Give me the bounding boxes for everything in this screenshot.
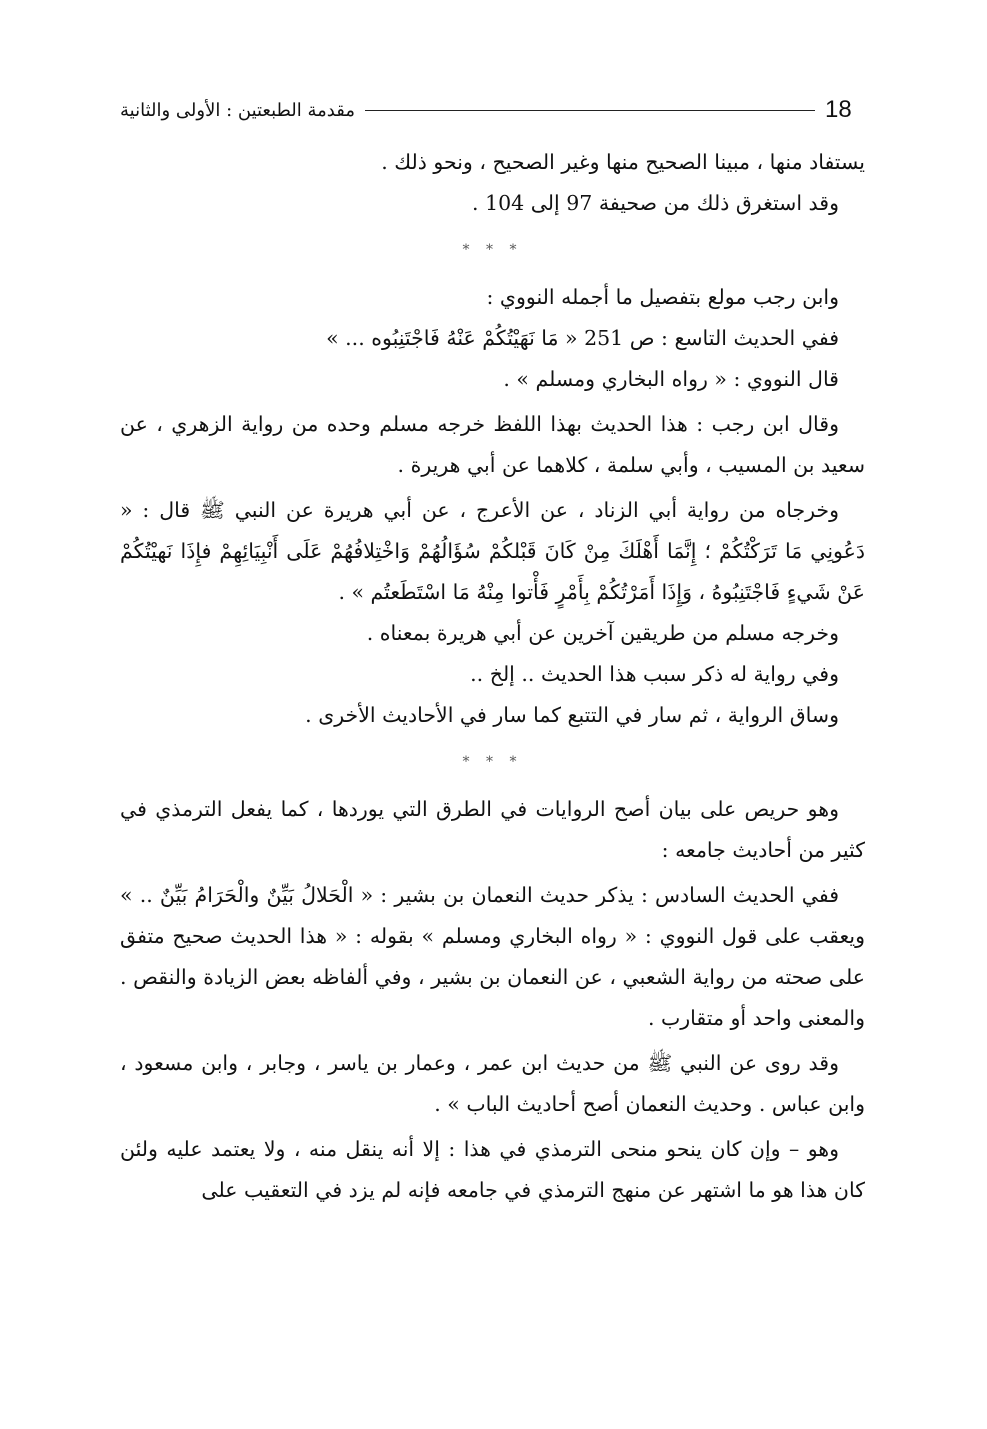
paragraph: وخرجه مسلم من طريقين آخرين عن أبي هريرة بمعناه . (366, 621, 839, 645)
section-separator: * * * (462, 242, 523, 258)
body-text (120, 142, 865, 1211)
paragraph: يستفاد منها ، مبينا الصحيح منها وغير الصحيح ، ونحو ذلك . (381, 150, 865, 174)
paragraph: وقد استغرق ذلك من صحيفة 97 إلى 104 . (472, 191, 839, 215)
paragraph: قال النووي : « رواه البخاري ومسلم » . (503, 367, 839, 391)
paragraph: وابن رجب مولع بتفصيل ما أجمله النووي : (486, 285, 839, 309)
paragraph: وفي رواية له ذكر سبب هذا الحديث .. إلخ .. (470, 662, 839, 686)
page (120, 90, 865, 1211)
header-rule (365, 110, 815, 111)
paragraph: وقد روى عن النبي ﷺ من حديث ابن عمر ، وعمار بن ياسر ، وجابر ، وابن مسعود ، وابن عباس . وحديث النعمان أصح أحاديث الباب » . (120, 1051, 865, 1116)
paragraph: ففي الحديث التاسع : ص 251 « مَا نَهَيْتُكُمْ عَنْهُ فَاجْتَنِبُوه ... » (326, 326, 839, 350)
running-title: مقدمة الطبعتين : الأولى والثانية (120, 99, 356, 121)
section-separator: * * * (462, 754, 523, 770)
page-number: 18 (825, 96, 852, 123)
paragraph: وخرجاه من رواية أبي الزناد ، عن الأعرج ، عن أبي هريرة عن النبي ﷺ قال : « دَعُونِي مَا تَرَكْتُكُمْ ؛ إِنَّمَا أَهْلَكَ مِنْ كَانَ قَبْلكُمْ سُؤَالُهُمْ وَاخْتِلافُهُمْ عَلَى أَنْبِيَائِهِمْ فإِذَا نَهيْتُكُمْ عَنْ شَيءٍ فَاجْتَنِبُوهُ ، وَإِذَا أَمَرْتُكُمْ بِأَمْرٍ فَأْتوا مِنْهُ مَا اسْتَطَعتُم » . (120, 498, 865, 604)
paragraph: وقال ابن رجب : هذا الحديث بهذا اللفظ خرجه مسلم وحده من رواية الزهري ، عن سعيد بن المسيب ، وأبي سلمة ، كلاهما عن أبي هريرة . (120, 412, 865, 477)
paragraph: ففي الحديث السادس : يذكر حديث النعمان بن بشير : « الْحَلالُ بَيِّنٌ والْحَرَامُ بَيِّنٌ .. » ويعقب على قول النووي : « رواه البخاري ومسلم » بقوله : « هذا الحديث صحيح متفق على صحته من رواية الشعبي ، عن النعمان بن بشير ، وفي ألفاظه بعض الزيادة والنقص . والمعنى واحد أو متقارب . (120, 883, 865, 1030)
paragraph: وهو حريص على بيان أصح الروايات في الطرق التي يوردها ، كما يفعل الترمذي في كثير من أحاديث جامعه : (120, 797, 865, 862)
running-header (120, 90, 865, 130)
paragraph: وهو – وإن كان ينحو منحى الترمذي في هذا : إلا أنه ينقل منه ، ولا يعتمد عليه ولئن كان هذا هو ما اشتهر عن منهج الترمذي في جامعه فإنه لم يزد في التعقيب على (120, 1137, 865, 1202)
paragraph: وساق الرواية ، ثم سار في التتبع كما سار في الأحاديث الأخرى . (305, 703, 839, 727)
